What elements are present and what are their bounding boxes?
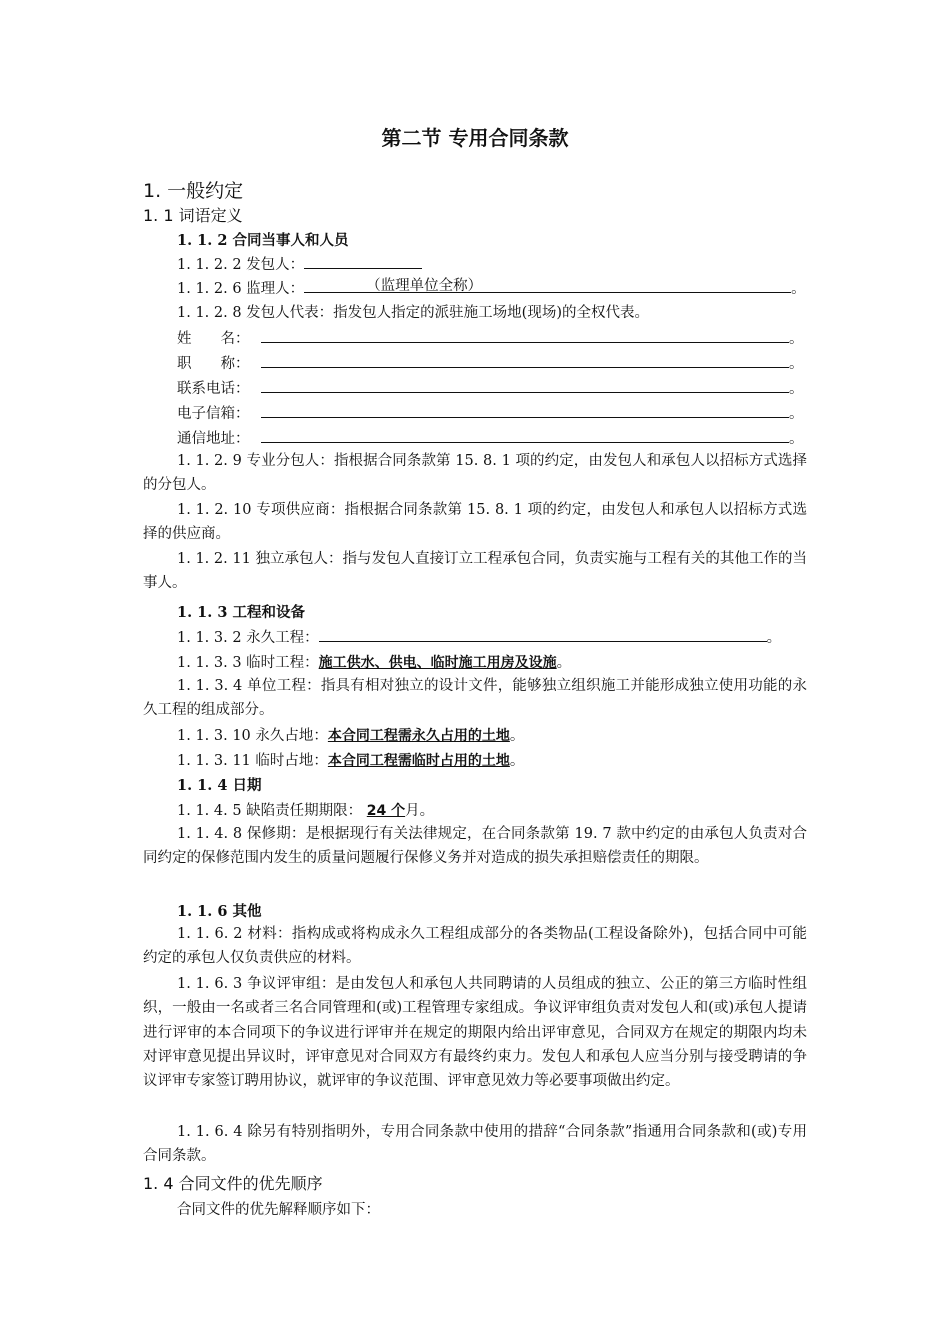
clause-1-1-6-2: 1. 1. 6. 2 材料：指构成或将构成永久工程组成部分的各类物品(工程设备除外)，包括合同中可能约定的承包人仅负责供应的材料。: [143, 926, 807, 967]
end-mark: 。: [509, 753, 525, 769]
clause-1-1-2-2: [177, 253, 422, 274]
clause-label: 1. 1. 3. 3 临时工程：: [177, 655, 319, 671]
rep-field-label: 姓 名：: [177, 331, 250, 347]
clause-1-1-2-9: 1. 1. 2. 9 专业分包人：指根据合同条款第 15. 8. 1 项的约定，由发包人和承包人以招标方式选择的分包人。: [143, 453, 807, 494]
rep-field-label: 电子信箱：: [177, 406, 250, 422]
end-mark: 。: [556, 655, 572, 671]
end-mark: 。: [509, 728, 525, 744]
employer-blank[interactable]: [304, 254, 422, 269]
rep-field-label: 通信地址：: [177, 431, 250, 447]
end-mark: 。: [789, 406, 804, 422]
subheading-1-1-4: 1. 1. 4 日期: [177, 777, 262, 794]
rep-phone-row: [177, 377, 804, 398]
end-mark: 。: [789, 431, 804, 447]
clause-label: 1. 1. 2. 2 发包人：: [177, 257, 305, 273]
rep-title-blank[interactable]: [261, 353, 789, 368]
rep-email-row: [177, 402, 804, 423]
clause-1-1-3-2: [177, 626, 781, 647]
defects-period-unit: 月。: [405, 803, 435, 819]
clause-1-1-4-5: [177, 799, 434, 820]
clause-1-1-4-8: 1. 1. 4. 8 保修期：是根据现行有关法律规定，在合同条款第 19. 7 款中约定的由承包人负责对合同约定的保修范围内发生的质量问题履行保修义务并对造成的损失承担赔偿责任的期限。: [143, 826, 807, 867]
clause-1-1-2-6: [177, 277, 806, 298]
rep-email-blank[interactable]: [261, 403, 789, 418]
clause-1-1-3-3: [177, 651, 571, 672]
rep-phone-blank[interactable]: [261, 378, 789, 393]
rep-address-blank[interactable]: [261, 428, 789, 443]
rep-address-row: [177, 427, 804, 448]
subheading-1-1-2: 1. 1. 2 合同当事人和人员: [177, 232, 349, 249]
subheading-1-1-3: 1. 1. 3 工程和设备: [177, 604, 306, 621]
clause-label: 1. 1. 2. 6 监理人：: [177, 281, 305, 297]
end-mark: 。: [789, 381, 804, 397]
subheading-1-1-6: 1. 1. 6 其他: [177, 903, 262, 920]
end-mark: 。: [766, 630, 782, 646]
clause-1-1-3-4: 1. 1. 3. 4 单位工程：指具有相对独立的设计文件，能够独立组织施工并能形成独立使用功能的永久工程的组成部分。: [143, 678, 807, 719]
section-heading-1-4: 1. 4 合同文件的优先顺序: [143, 1174, 323, 1193]
supervisor-blank[interactable]: [304, 278, 791, 293]
rep-title-row: [177, 352, 804, 373]
rep-name-row: [177, 327, 804, 348]
clause-1-1-2-11: 1. 1. 2. 11 独立承包人：指与发包人直接订立工程承包合同，负责实施与工程有关的其他工作的当事人。: [143, 551, 807, 592]
supervisor-fill-text: （监理单位全称）: [366, 278, 483, 294]
end-mark: 。: [791, 281, 806, 297]
section-heading-1-1: 1. 1 词语定义: [143, 206, 243, 225]
rep-field-label: 职 称：: [177, 356, 250, 372]
defects-period-fill: 24 个: [366, 803, 406, 819]
clause-1-1-3-11: [177, 749, 524, 770]
rep-field-label: 联系电话：: [177, 381, 250, 397]
end-mark: 。: [789, 331, 804, 347]
permanent-works-blank[interactable]: [319, 627, 767, 642]
end-mark: 。: [789, 356, 804, 372]
clause-label: 1. 1. 3. 11 临时占地：: [177, 753, 328, 769]
clause-label: 1. 1. 3. 2 永久工程：: [177, 630, 319, 646]
clause-1-1-3-10: [177, 724, 524, 745]
page-title: 第二节 专用合同条款: [381, 126, 569, 150]
clause-1-1-6-4: 1. 1. 6. 4 除另有特别指明外，专用合同条款中使用的措辞“合同条款”指通用合同条款和(或)专用合同条款。: [143, 1124, 807, 1165]
rep-name-blank[interactable]: [261, 328, 789, 343]
temporary-land-fill: 本合同工程需临时占用的土地: [327, 753, 510, 769]
clause-1-1-2-8: 1. 1. 2. 8 发包人代表：指发包人指定的派驻施工场地(现场)的全权代表。: [177, 305, 649, 321]
clause-1-1-6-3: 1. 1. 6. 3 争议评审组：是由发包人和承包人共同聘请的人员组成的独立、公正的第三方临时性组织，一般由一名或者三名合同管理和(或)工程管理专家组成。争议评审组负责对发包人和(或)承包人提请进行评审的本合同项下的争议进行评审并在规定的期限内给出评审意见，合同双方在规定的期限内均未对评审意见提出异议时，评审意见对合同双方有最终约束力。发包人和承包人应当分别与接受聘请的争议评审专家签订聘用协议，就评审的争议范围、评审意见效力等必要事项做出约定。: [143, 976, 807, 1090]
clause-1-4-intro: 合同文件的优先解释顺序如下：: [177, 1202, 380, 1218]
temporary-works-fill: 施工供水、供电、临时施工用房及设施: [318, 655, 557, 671]
clause-label: 1. 1. 4. 5 缺陷责任期期限：: [177, 803, 363, 819]
clause-label: 1. 1. 3. 10 永久占地：: [177, 728, 328, 744]
permanent-land-fill: 本合同工程需永久占用的土地: [327, 728, 510, 744]
clause-1-1-2-10: 1. 1. 2. 10 专项供应商：指根据合同条款第 15. 8. 1 项的约定，由发包人和承包人以招标方式选择的供应商。: [143, 502, 807, 543]
section-heading-1: 1. 一般约定: [143, 180, 244, 202]
